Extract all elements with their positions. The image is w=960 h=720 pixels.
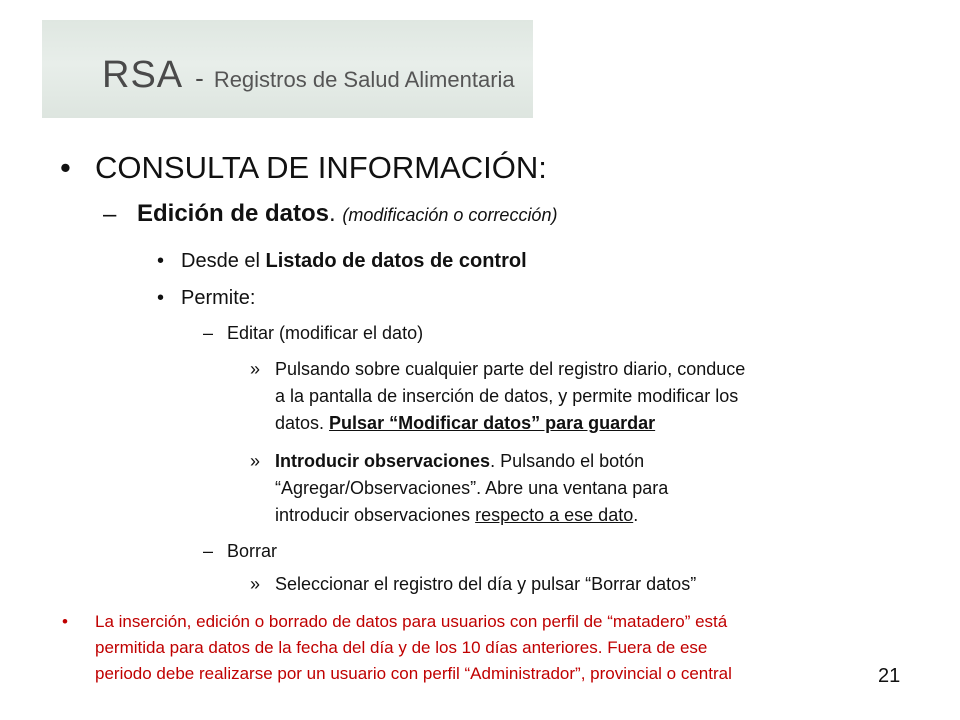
point2-line1-rest: . Pulsando el botón	[490, 451, 645, 471]
point2-line3-underlined: respecto a ese dato	[475, 505, 634, 525]
point2-line3-prefix: introducir observaciones	[275, 505, 476, 525]
item-bullet: •	[157, 287, 165, 309]
subheading	[137, 200, 557, 228]
editar-label: Editar (modificar el dato)	[227, 323, 424, 343]
point-bullet: »	[250, 574, 261, 594]
heading-bullet: •	[60, 150, 71, 185]
point2-line3	[275, 505, 638, 526]
item-listado-prefix: Desde el	[181, 250, 266, 272]
point1-line3	[275, 413, 655, 434]
point1-line2: a la pantalla de inserción de datos, y permite modificar los	[275, 386, 739, 406]
page-number: 21	[878, 665, 901, 687]
subheading-dash: –	[103, 201, 117, 228]
item-listado	[181, 250, 527, 273]
item-bullet: •	[157, 250, 165, 272]
point2-line2: “Agregar/Observaciones”. Abre una ventana para	[275, 478, 669, 498]
subheading-bold: Edición de datos	[137, 200, 330, 227]
logo-title: Registros de Salud Alimentaria	[213, 67, 515, 92]
point-bullet: »	[250, 359, 261, 379]
logo-separator: -	[195, 63, 204, 93]
borrar-label: Borrar	[227, 541, 278, 561]
note-bullet: •	[62, 612, 68, 631]
note-line1: La inserción, edición o borrado de datos para usuarios con perfil de “matadero” está	[95, 612, 728, 631]
point1-line3-text: datos.	[275, 413, 330, 433]
subheading-period: .	[329, 200, 336, 227]
note-line2: permitida para datos de la fecha del día y de los 10 días anteriores. Fuera de ese	[95, 638, 708, 657]
point2-line1	[275, 451, 644, 472]
point1-line1: Pulsando sobre cualquier parte del registro diario, conduce	[275, 359, 746, 379]
subheading-italic: (modificación o corrección)	[342, 205, 558, 225]
slide-heading: CONSULTA DE INFORMACIÓN:	[95, 150, 547, 185]
editar-dash: –	[203, 323, 214, 343]
point2-bold: Introducir observaciones	[275, 451, 491, 471]
borrar-point: Seleccionar el registro del día y pulsar “Borrar datos”	[275, 574, 697, 594]
point1-underlined: Pulsar “Modificar datos” para guardar	[329, 413, 656, 433]
note-line3: periodo debe realizarse por un usuario con perfil “Administrador”, provincial o central	[95, 664, 732, 683]
point2-line3-suffix: .	[633, 505, 639, 525]
logo-abbr: RSA	[102, 54, 184, 96]
point-bullet: »	[250, 451, 261, 471]
item-permite: Permite:	[181, 287, 256, 309]
item-listado-bold: Listado de datos de control	[265, 250, 527, 272]
borrar-dash: –	[203, 541, 214, 561]
